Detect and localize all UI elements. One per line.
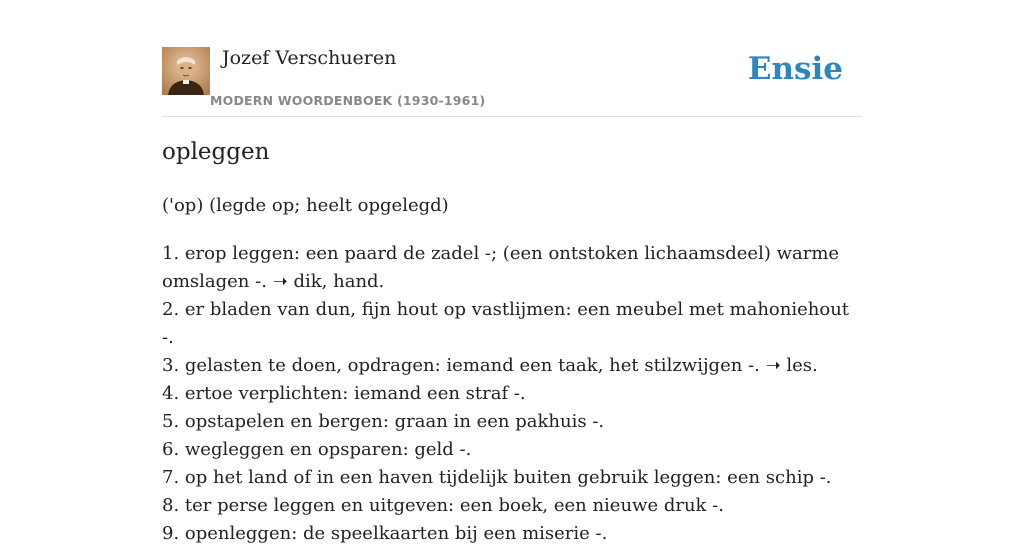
definition-item xyxy=(162,436,862,464)
definition-item xyxy=(162,240,862,296)
definition-text: 6. wegleggen en opsparen: geld -. xyxy=(162,439,472,460)
definition-text: 9. openleggen: de speelkaarten bij een miserie -. xyxy=(162,523,608,544)
cross-reference-link[interactable]: les. xyxy=(786,355,818,376)
definition-text: 7. op het land of in een haven tijdelijk buiten gebruik leggen: een schip -. xyxy=(162,467,832,488)
definition-item xyxy=(162,380,862,408)
definition-item xyxy=(162,352,862,380)
definition-item xyxy=(162,520,862,548)
definition-item xyxy=(162,464,862,492)
definition-text: 3. gelasten te doen, opdragen: iemand een taak, het stilzwijgen -. xyxy=(162,355,766,376)
definition-item xyxy=(162,492,862,520)
definition-text: 2. er bladen van dun, fijn hout op vastlijmen: een meubel met mahoniehout -. xyxy=(162,299,850,348)
arrow-right-icon: ➝ xyxy=(765,355,781,376)
ensie-logo[interactable]: Ensie xyxy=(747,51,843,87)
definition-item xyxy=(162,296,862,352)
definition-text: 5. opstapelen en bergen: graan in een pakhuis -. xyxy=(162,411,605,432)
entry-grammar: ('op) (legde op; heelt opgelegd) xyxy=(162,195,449,216)
definition-text: 1. erop leggen: een paard de zadel -; (een ontstoken lichaamsdeel) warme omslagen -. xyxy=(162,243,840,292)
definition-text: 8. ter perse leggen en uitgeven: een boek, een nieuwe druk -. xyxy=(162,495,724,516)
author-portrait-image xyxy=(162,47,210,95)
header xyxy=(162,44,862,117)
author-avatar[interactable] xyxy=(162,47,210,95)
entry-headword: opleggen xyxy=(162,139,270,165)
dictionary-source[interactable]: MODERN WOORDENBOEK (1930-1961) xyxy=(210,93,486,108)
definition-item xyxy=(162,408,862,436)
cross-reference-link[interactable]: dik, hand. xyxy=(293,271,385,292)
definition-text: 4. ertoe verplichten: iemand een straf -. xyxy=(162,383,526,404)
arrow-right-icon: ➝ xyxy=(272,271,288,292)
definition-list xyxy=(162,240,862,548)
author-name[interactable]: Jozef Verschueren xyxy=(222,47,397,69)
